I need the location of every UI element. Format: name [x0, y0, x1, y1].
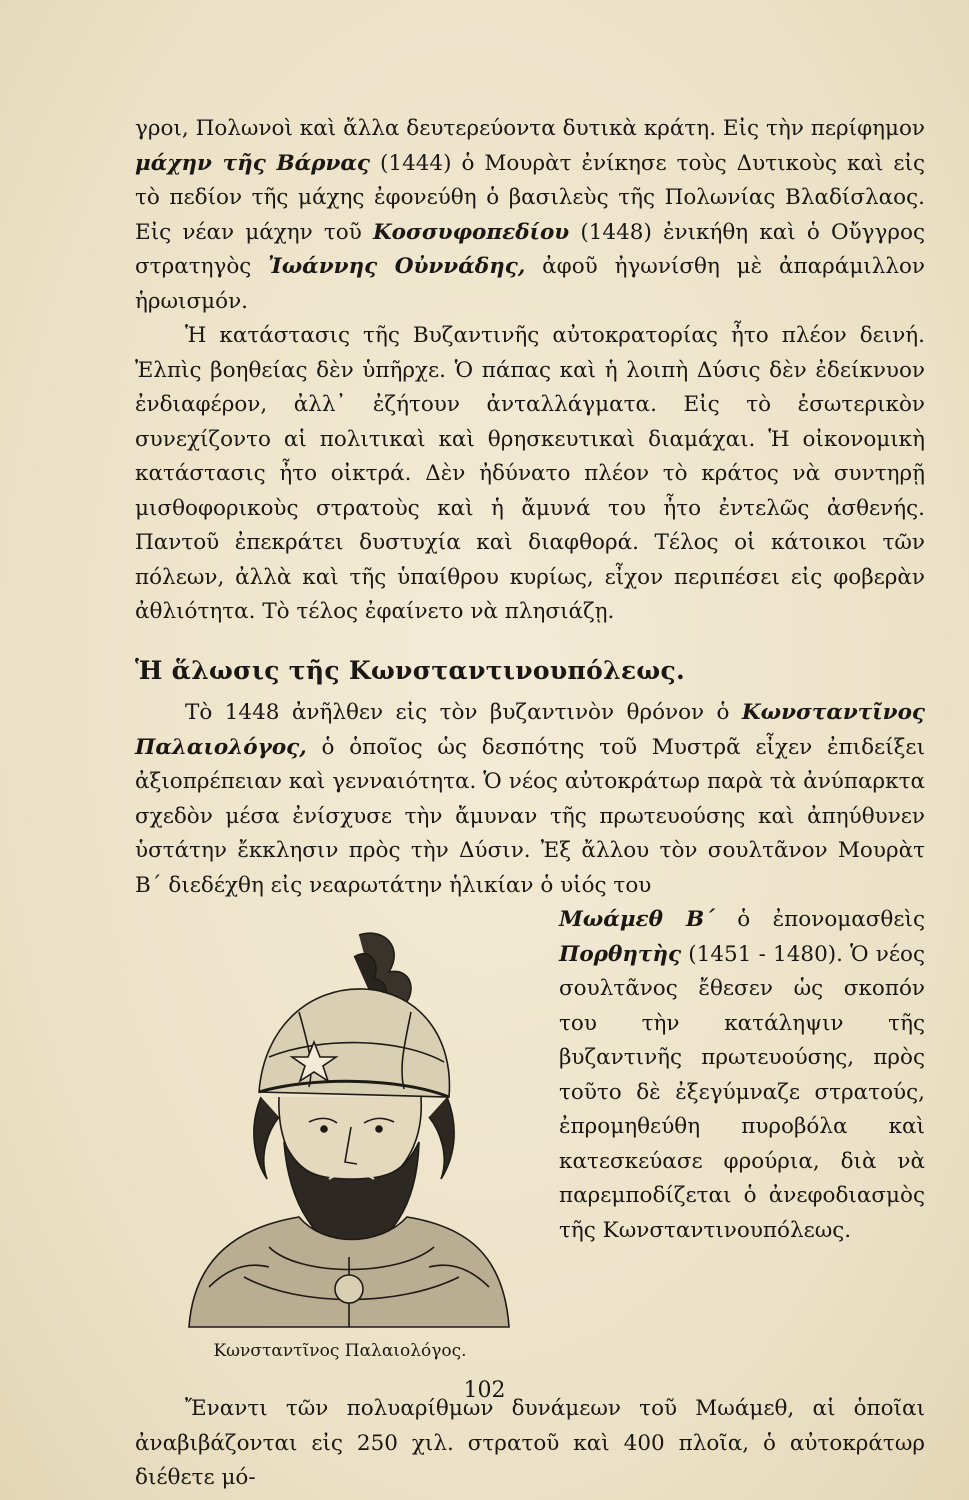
text-run: (1451 - 1480). Ὁ νέος σουλτᾶνος ἔθεσεν ὡς σκοπόν του τὴν κατάληψιν τῆς βυζαντινῆς πρωτευούσης, πρὸς τοῦτο δὲ ἐξεγύμναζε στρατούς, ἐπρομηθεύθη πυροβόλα καὶ κατεσκεύασε φρούρια, διὰ νὰ παρεμποδίζεται ὁ ἀνεφοδιασμὸς τῆς Κωνσταντινουπόλεως. [559, 941, 925, 1243]
text-run: (1448) ἐνικήθη καὶ ὁ Οὔγγρος στρατηγὸς [135, 219, 925, 279]
text-run: (1444) ὁ Μουρὰτ ἐνίκησε τοὺς Δυτικοὺς καὶ εἰς τὸ πεδίον τῆς μάχης ἐφονεύθη ὁ βασιλεὺς τῆς Πολωνίας Βλαδίσλαος. Εἰς νέαν μάχην τοῦ [135, 150, 925, 245]
section-heading: Ἡ ἅλωσις τῆς Κωνσταντινουπόλεως. [135, 655, 686, 685]
page-number: 102 [463, 1378, 506, 1403]
text-run: ὁ ἐπονομασθεὶς [714, 907, 925, 932]
emphasis-constantine: Κωνσταντῖνος Παλαιολόγος, [135, 700, 925, 760]
emphasis-kosovo: Κοσσυφοπεδίου [372, 219, 570, 245]
paragraph-constantine [135, 696, 925, 903]
text-run: ὁ ὁποῖος ὡς δεσπότης τοῦ Μυστρᾶ εἶχεν ἐπιδείξει ἀξιοπρέπειαν καὶ γενναιότητα. Ὁ νέος αὐτοκράτωρ παρὰ τὰ ἀνύπαρκτα σχεδὸν μέσα ἐνίσχυσε τὴν ἄμυναν τῆς πρωτευούσης καὶ ἀπηύθυνεν ὑστάτην ἔκκλησιν πρὸς τὴν Δύσιν. Ἐξ ἄλλου τὸν σουλτᾶνον Μουρὰτ Β΄ διεδέχθη εἰς νεαρωτάτην ἡλικίαν ὁ υἱός του [135, 734, 925, 898]
portrait-illustration [149, 917, 529, 1337]
text-run: Τὸ 1448 ἀνῆλθεν εἰς τὸν βυζαντινὸν θρόνον ὁ [185, 700, 742, 725]
paragraph-empire-state: Ἡ κατάστασις τῆς Βυζαντινῆς αὐτοκρατορίας ἦτο πλέον δεινή. Ἐλπὶς βοηθείας δὲν ὑπῆρχε. Ὁ πάπας καὶ ἡ λοιπὴ Δύσις δὲν ἐδείκνυον ἐνδιαφέρον, ἀλλ᾽ ἐζήτουν ἀνταλλάγματα. Εἰς τὸ ἐσωτερικὸν συνεχίζοντο αἱ πολιτικαὶ καὶ θρησκευτικαὶ διαμάχαι. Ἡ οἰκονομικὴ κατάστασις ἦτο οἰκτρά. Δὲν ἠδύνατο πλέον τὸ κράτος νὰ συντηρῇ μισθοφορικοὺς στρατοὺς καὶ ἡ ἄμυνά του ἦτο ἐντελῶς ἀσθενής. Παντοῦ ἐπεκράτει δυστυχία καὶ διαφθορά. Τέλος οἱ κάτοικοι τῶν πόλεων, ἀλλὰ καὶ τῆς ὑπαίθρου κυρίως, εἶχον περιπέσει εἰς φοβερὰν ἀθλιότητα. Τὸ τέλος ἐφαίνετο νὰ πλησιάζῃ. [135, 323, 925, 624]
text-run: ἀφοῦ ἠγωνίσθη μὲ ἀπαράμιλλον ἡρωισμόν. [135, 254, 925, 314]
body-text [135, 112, 925, 1496]
portrait-caption: Κωνσταντῖνος Παλαιολόγος. [213, 1341, 467, 1361]
emphasis-battle-varna: μάχην τῆς Βάρνας [135, 150, 371, 176]
emphasis-hunyadi: Ἰωάννης Οὐννάδης, [268, 254, 526, 279]
emphasis-conqueror: Πορθητὴς [559, 941, 682, 967]
emphasis-mehmed: Μωάμεθ Β΄ [559, 907, 715, 932]
paragraph-forces: Ἔναντι τῶν πολυαρίθμων δυνάμεων τοῦ Μωάμεθ, αἱ ὁποῖαι ἀναβιβάζονται εἰς 250 χιλ. στρατοῦ καὶ 400 πλοῖα, ὁ αὐτοκράτωρ διέθετε μό- [135, 1396, 925, 1490]
paragraph-varna [135, 112, 925, 319]
portrait-figure [135, 907, 545, 1392]
text-run: γροι, Πολωνοὶ καὶ ἄλλα δευτερεύοντα δυτικὰ κράτη. Εἰς τὴν περίφημον [135, 116, 925, 141]
